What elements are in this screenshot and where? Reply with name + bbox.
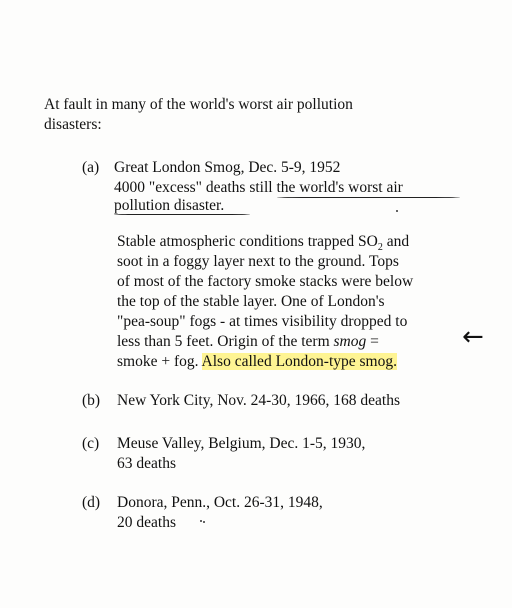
item-d-label: (d): [82, 494, 101, 511]
item-c-label: (c): [82, 435, 100, 452]
item-a-para-line-7: smoke + fog. Also called London-type smog.: [117, 353, 397, 370]
scan-speck: [200, 520, 202, 522]
handwritten-underline-2: [114, 214, 250, 215]
item-a-underlined-2: pollution disaster.: [114, 197, 225, 214]
item-a-line-3: [114, 196, 224, 216]
scan-speck: [203, 521, 205, 523]
highlighted-text: Also called London-type smog.: [201, 353, 397, 370]
handwritten-arrow-icon: ←: [462, 322, 484, 352]
item-a-para-line-6: less than 5 feet. Origin of the term smog =: [117, 333, 379, 350]
item-a-para-line-3: of most of the factory smoke stacks were below: [117, 273, 414, 290]
item-c-line-2: 63 deaths: [117, 455, 176, 472]
item-c-line-1: Meuse Valley, Belgium, Dec. 1-5, 1930,: [117, 435, 366, 452]
item-d-line-1: Donora, Penn., Oct. 26-31, 1948,: [117, 494, 323, 511]
scan-speck: [396, 210, 398, 212]
intro-line-1: At fault in many of the world's worst air pollution: [44, 96, 353, 113]
intro-line-2: disasters:: [44, 116, 102, 133]
smog-term: smog: [333, 333, 367, 350]
item-a-heading: Great London Smog, Dec. 5-9, 1952: [114, 159, 341, 176]
item-d-line-2: 20 deaths: [117, 514, 176, 531]
item-a-label: (a): [82, 159, 100, 176]
item-a-para-line-5: "pea-soup" fogs - at times visibility dropped to: [117, 313, 408, 330]
item-a-para-line-4: the top of the stable layer. One of London's: [117, 293, 385, 310]
handwritten-underline-1: [277, 197, 460, 198]
item-b-label: (b): [82, 392, 101, 409]
item-a-underlined-1: still the world's worst air: [249, 179, 403, 196]
item-b-line-1: New York City, Nov. 24-30, 1966, 168 deaths: [117, 392, 401, 409]
item-a-line-2: [114, 178, 403, 198]
item-a-deaths: 4000 "excess" deaths: [114, 179, 250, 196]
item-a-para-line-1: Stable atmospheric conditions trapped $SO_2$ and: [117, 233, 410, 254]
item-a-para-line-2: soot in a foggy layer next to the ground. Tops: [117, 253, 399, 270]
